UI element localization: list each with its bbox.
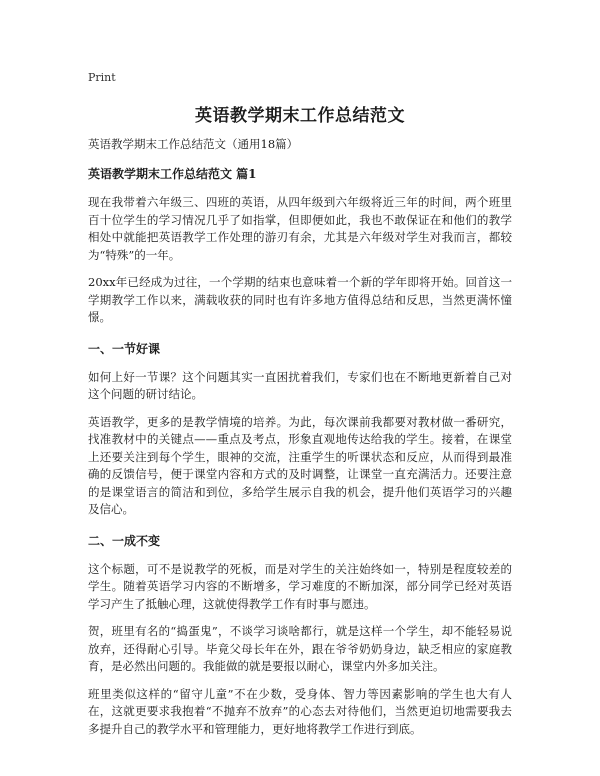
subheading-good-lesson: 一、一节好课	[88, 341, 161, 356]
subheading-unchanging: 二、一成不变	[88, 533, 161, 548]
paragraph: 现在我带着六年级三、四班的英语，从四年级到六年级将近三年的时间，两个班里百十位学生的学习情况几乎了如指掌，但即便如此，我也不敢保证在和他们的教学相处中就能把英语教学工作处理的游刃有余，尤其是六年级对学生对我而言，都较为“特殊”的一年。	[88, 195, 512, 262]
document-subtitle: 英语教学期末工作总结范文（通用18篇）	[88, 137, 299, 151]
section-heading: 英语教学期末工作总结范文 篇1	[88, 167, 257, 181]
paragraph: 20xx年已经成为过往，一个学期的结束也意味着一个新的学年即将开始。回首这一学期教学工作以来，满载收获的同时也有许多地方值得总结和反思，当然更满怀憧憬。	[88, 275, 512, 324]
paragraph: 班里类似这样的“留守儿童”不在少数，受身体、智力等因素影响的学生也大有人在，这就更要求我抱着“不抛弃不放弃”的心态去对待他们，当然更迫切地需要我去多提升自己的教学水平和管理能力，更好地将教学工作进行到底。	[88, 686, 512, 736]
paragraph: 英语教学，更多的是教学情境的培养。为此，每次课前我都要对教材做一番研究，找准教材中的关键点——重点及考点，形象直观地传达给我的学生。接着，在课堂上还要关注到每个学生，眼神的交流，注重学生的听课状态和反应，从而得到最准确的反馈信号，便于课堂内容和方式的及时调整，让课堂一直充满活力。还要注意的是课堂语言的简洁和到位，多给学生展示自我的机会，提升他们英语学习的兴趣及信心。	[88, 414, 512, 516]
paragraph: 如何上好一节课？这个问题其实一直困扰着我们，专家们也在不断地更新着自己对这个问题的研讨结论。	[88, 369, 512, 401]
paragraph: 贺，班里有名的“捣蛋鬼”，不谈学习谈啥都行，就是这样一个学生，却不能轻易说放弃，还得耐心引导。毕竟父母长年在外，跟在爷爷奶奶身边，缺乏相应的家庭教育，是必然出问题的。我能做的就是要报以耐心，课堂内外多加关注。	[88, 624, 512, 673]
paragraph: 这个标题，可不是说教学的死板，而是对学生的关注始终如一，特别是程度较差的学生。随着英语学习内容的不断增多，学习难度的不断加深，部分同学已经对英语学习产生了抵触心理，这就使得教学工作有时事与愿违。	[88, 561, 512, 611]
document-title: 英语教学期末工作总结范文	[195, 106, 405, 126]
print-link[interactable]: Print	[88, 71, 116, 84]
